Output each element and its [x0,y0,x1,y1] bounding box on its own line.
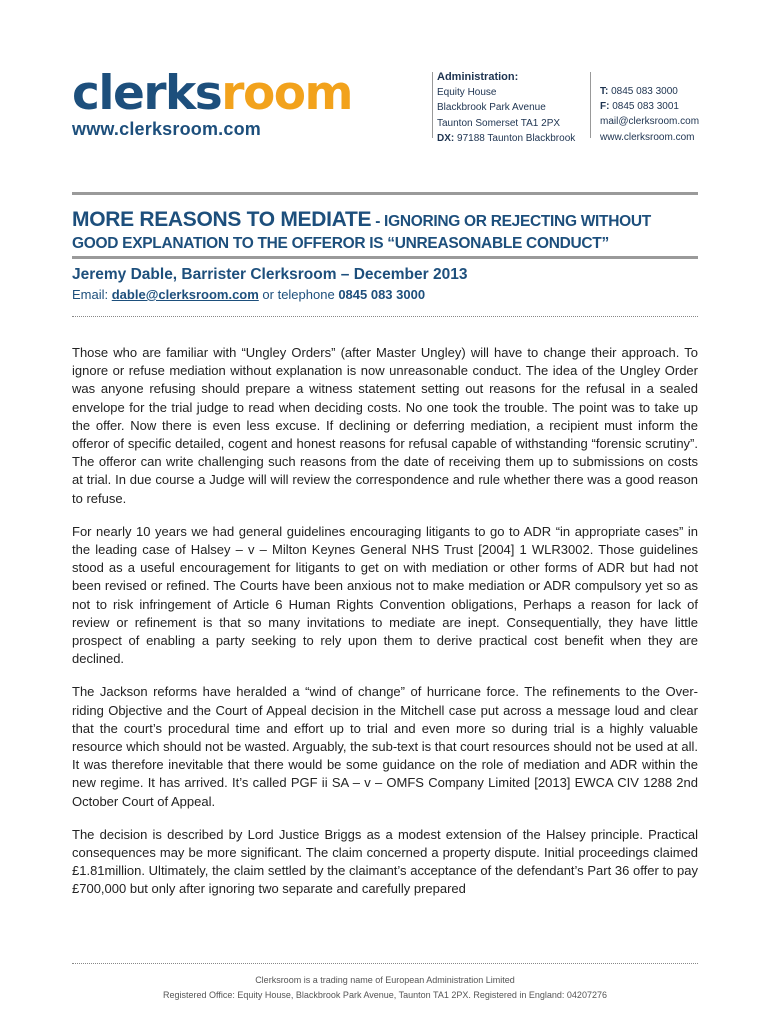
paragraph-1: Those who are familiar with “Ungley Orders” (after Master Ungley) will have to change their approach. To ignore or refuse mediation without explanation is now unreasonable conduct. The idea of the Ungley Order was anyone refusing should prepare a witness statement setting out reasons for the refusal in a sealed envelope for the trial judge to read when deciding costs. No one took the trouble. The point was to take up the offer. Now there is even less excuse. If declining or deferring mediation, a recipient must inform the offeror of specific detailed, cogent and honest reasons for refusal capable of withstanding “forensic scrutiny”. The offeror can write challenging such reasons from the date of receiving them up to submissions on costs at trial. In due course a Judge will will review the correspondence and rule whether there was a good reason to refuse. [72,345,698,506]
header-divider-left [432,72,433,138]
title-main: MORE REASONS TO MEDIATE [72,208,372,231]
author-email-link[interactable]: dable@clerksroom.com [111,287,259,302]
contact-website[interactable]: www.clerksroom.com [600,131,695,143]
page-footer [72,973,698,1003]
contact-block [600,84,699,145]
footer-line-1: Clerksroom is a trading name of European Administration Limited [255,975,515,985]
clerksroom-logo [72,66,352,140]
admin-line-3: Taunton Somerset TA1 2PX [437,117,561,129]
contact-telephone: T: 0845 083 3000 [600,86,678,97]
footer-dotted-divider [72,963,698,964]
admin-line-1: Equity House [437,87,497,99]
logo-wordmark [72,66,352,121]
header-divider-right [590,72,591,138]
footer-line-2: Registered Office: Equity House, Blackbrook Park Avenue, Taunton TA1 2PX. Registered in England: 04207276 [163,990,607,1000]
admin-title: Administration: [437,71,519,83]
author-telephone: 0845 083 3000 [338,287,426,302]
author-contact: Email: dable@clerksroom.com or telephone 0845 083 3000 [72,287,426,302]
document-title [72,208,712,253]
title-rule-top [72,192,698,195]
header-dotted-divider [72,316,698,317]
title-sub-2: GOOD EXPLANATION TO THE OFFEROR IS “UNREASONABLE CONDUCT” [72,235,609,252]
logo-part-clerks: clerks [72,66,222,121]
admin-line-2: Blackbrook Park Avenue [437,102,546,114]
contact-email[interactable]: mail@clerksroom.com [600,116,700,128]
article-body [72,344,698,914]
paragraph-4: The decision is described by Lord Justice Briggs as a modest extension of the Halsey principle. Practical consequences may be more significant. The claim concerned a property dispute. Initial proceedings claimed £1.81million. Ultimately, the claim settled by the claimant’s acceptance of the defendant’s Part 36 offer to pay £700,000 but only after ignoring two separate and carefully prepared [72,826,698,897]
admin-dx: DX: 97188 Taunton Blackbrook [437,132,576,144]
logo-part-room: room [221,66,352,121]
contact-fax: F: 0845 083 3001 [600,101,679,113]
paragraph-3: The Jackson reforms have heralded a “wind of change” of hurricane force. The refinements to the Over-riding Objective and the Court of Appeal decision in the Mitchell case put across a message loud and clear that the court’s procedural time and effort up to trial and even more so during trial is a highly valuable resource which should not be wasted. Arguably, the sub-text is that court resources should not be used at all. It was therefore inevitable that there would be some guidance on the role of mediation and ADR within the new regime. It has arrived. It’s called PGF ii SA – v – OMFS Company Limited [2013] EWCA CIV 1288 2nd October Court of Appeal. [72,684,698,809]
title-rule-bottom [72,256,698,259]
author-byline: Jeremy Dable, Barrister Clerksroom – December 2013 [72,266,468,283]
logo-url: www.clerksroom.com [72,119,261,139]
admin-address [437,70,575,146]
title-sub-1: - IGNORING OR REJECTING WITHOUT [371,213,651,230]
paragraph-2: For nearly 10 years we had general guidelines encouraging litigants to go to ADR “in appropriate cases” in the leading case of Halsey – v – Milton Keynes General NHS Trust [2004] 1 WLR3002. Those guidelines stood as a useful encouragement for litigants to get on with mediation or other forms of ADR but had not been revised or refined. The Courts have been anxious not to make mediation or ADR compulsory yet so as not to risk infringement of Article 6 Human Rights Convention obligations, Perhaps a reason for lack of review or refinement is that so many invitations to mediate are inept. Consequentially, they have little prospect of enabling a party seeking to rely upon them to derive practical cost benefit when they are declined. [72,523,698,667]
